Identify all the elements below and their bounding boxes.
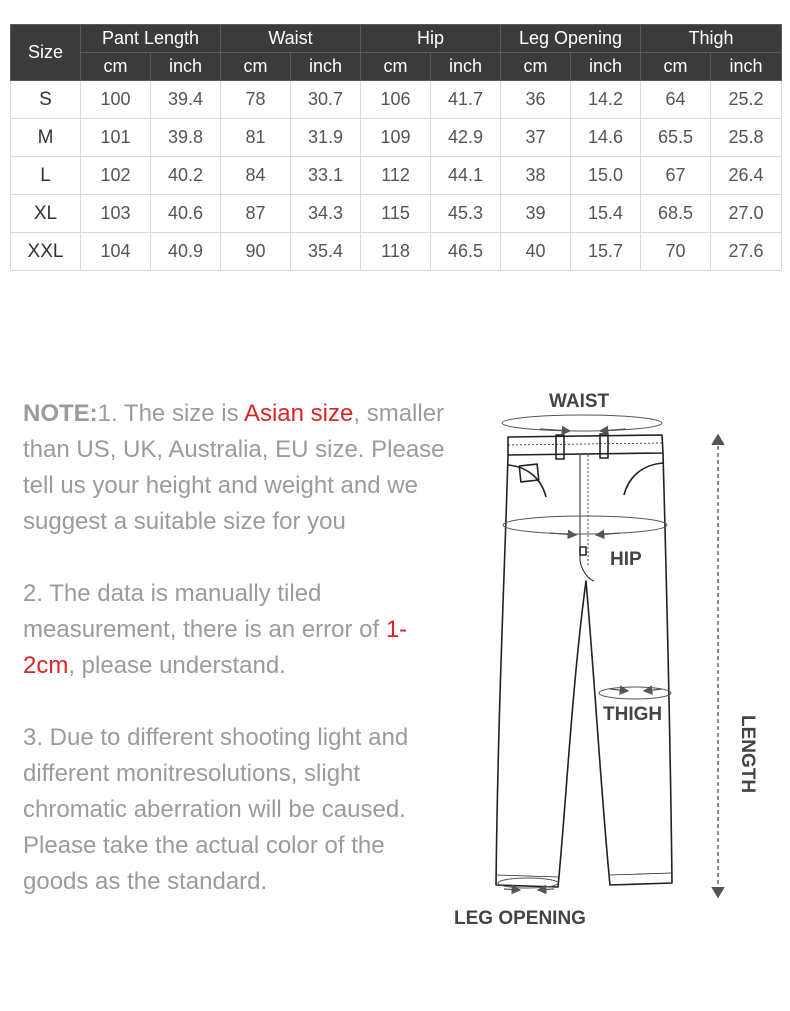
waist-label: WAIST <box>549 391 610 412</box>
length-label: LENGTH <box>737 715 758 794</box>
table-row <box>11 233 782 271</box>
value-cell: 112 <box>361 157 431 195</box>
size-cell: XL <box>11 195 81 233</box>
value-cell: 118 <box>361 233 431 271</box>
value-cell: 44.1 <box>431 157 501 195</box>
value-cell: 64 <box>641 81 711 119</box>
value-cell: 39 <box>501 195 571 233</box>
value-cell: 104 <box>81 233 151 271</box>
size-cell: M <box>11 119 81 157</box>
value-cell: 15.0 <box>571 157 641 195</box>
value-cell: 90 <box>221 233 291 271</box>
unit-header: cm <box>641 53 711 81</box>
value-cell: 102 <box>81 157 151 195</box>
value-cell: 103 <box>81 195 151 233</box>
size-cell: L <box>11 157 81 195</box>
value-cell: 26.4 <box>711 157 782 195</box>
value-cell: 30.7 <box>291 81 361 119</box>
value-cell: 36 <box>501 81 571 119</box>
value-cell: 40.2 <box>151 157 221 195</box>
unit-header: cm <box>501 53 571 81</box>
note-1-text-b: , smaller than US, UK, Australia, EU size. Please tell us your height and weight and we suggest a suitable size for you <box>23 400 445 535</box>
value-cell: 25.8 <box>711 119 782 157</box>
note-2 <box>23 576 453 684</box>
unit-header: cm <box>221 53 291 81</box>
unit-header: inch <box>571 53 641 81</box>
table-row <box>11 157 782 195</box>
value-cell: 27.0 <box>711 195 782 233</box>
size-cell: XXL <box>11 233 81 271</box>
note-1-text-a: 1. The size is <box>97 400 244 427</box>
value-cell: 101 <box>81 119 151 157</box>
value-cell: 14.2 <box>571 81 641 119</box>
group-header: Hip <box>361 25 501 53</box>
value-cell: 106 <box>361 81 431 119</box>
size-cell: S <box>11 81 81 119</box>
group-header: Pant Length <box>81 25 221 53</box>
value-cell: 84 <box>221 157 291 195</box>
value-cell: 39.4 <box>151 81 221 119</box>
note-2-text-a: 2. The data is manually tiled measurement, there is an error of <box>23 580 386 643</box>
value-cell: 37 <box>501 119 571 157</box>
size-header: Size <box>11 25 81 81</box>
group-header: Leg Opening <box>501 25 641 53</box>
value-cell: 65.5 <box>641 119 711 157</box>
unit-header: cm <box>361 53 431 81</box>
value-cell: 42.9 <box>431 119 501 157</box>
group-header: Thigh <box>641 25 782 53</box>
value-cell: 34.3 <box>291 195 361 233</box>
value-cell: 40.9 <box>151 233 221 271</box>
size-chart-table <box>10 24 782 271</box>
value-cell: 40 <box>501 233 571 271</box>
value-cell: 68.5 <box>641 195 711 233</box>
note-label: NOTE: <box>23 400 98 427</box>
unit-header: inch <box>291 53 361 81</box>
note-2-highlight: 1-2cm <box>23 616 408 679</box>
value-cell: 87 <box>221 195 291 233</box>
value-cell: 35.4 <box>291 233 361 271</box>
value-cell: 33.1 <box>291 157 361 195</box>
pants-illustration <box>450 385 790 945</box>
value-cell: 25.2 <box>711 81 782 119</box>
value-cell: 38 <box>501 157 571 195</box>
value-cell: 39.8 <box>151 119 221 157</box>
table-body <box>11 81 782 271</box>
note-1 <box>23 396 453 540</box>
value-cell: 100 <box>81 81 151 119</box>
value-cell: 67 <box>641 157 711 195</box>
value-cell: 81 <box>221 119 291 157</box>
value-cell: 41.7 <box>431 81 501 119</box>
table-row <box>11 81 782 119</box>
value-cell: 15.7 <box>571 233 641 271</box>
leg-opening-label: LEG OPENING <box>454 908 586 929</box>
pants-measurement-diagram <box>450 385 790 945</box>
hip-label: HIP <box>610 549 642 570</box>
unit-header: inch <box>711 53 782 81</box>
unit-header: inch <box>431 53 501 81</box>
value-cell: 45.3 <box>431 195 501 233</box>
note-2-text-b: , please understand. <box>68 652 286 679</box>
group-header: Waist <box>221 25 361 53</box>
thigh-label: THIGH <box>603 704 663 725</box>
note-1-highlight: Asian size <box>243 400 354 427</box>
notes-section <box>23 396 453 936</box>
value-cell: 27.6 <box>711 233 782 271</box>
note-3: 3. Due to different shooting light and different monitresolutions, slight chromatic aberration will be caused. Please take the actual color of the goods as the standard. <box>23 724 409 895</box>
value-cell: 109 <box>361 119 431 157</box>
value-cell: 78 <box>221 81 291 119</box>
unit-header: cm <box>81 53 151 81</box>
value-cell: 46.5 <box>431 233 501 271</box>
unit-header: inch <box>151 53 221 81</box>
value-cell: 15.4 <box>571 195 641 233</box>
value-cell: 14.6 <box>571 119 641 157</box>
table-row <box>11 119 782 157</box>
value-cell: 70 <box>641 233 711 271</box>
value-cell: 31.9 <box>291 119 361 157</box>
value-cell: 115 <box>361 195 431 233</box>
table-row <box>11 195 782 233</box>
value-cell: 40.6 <box>151 195 221 233</box>
